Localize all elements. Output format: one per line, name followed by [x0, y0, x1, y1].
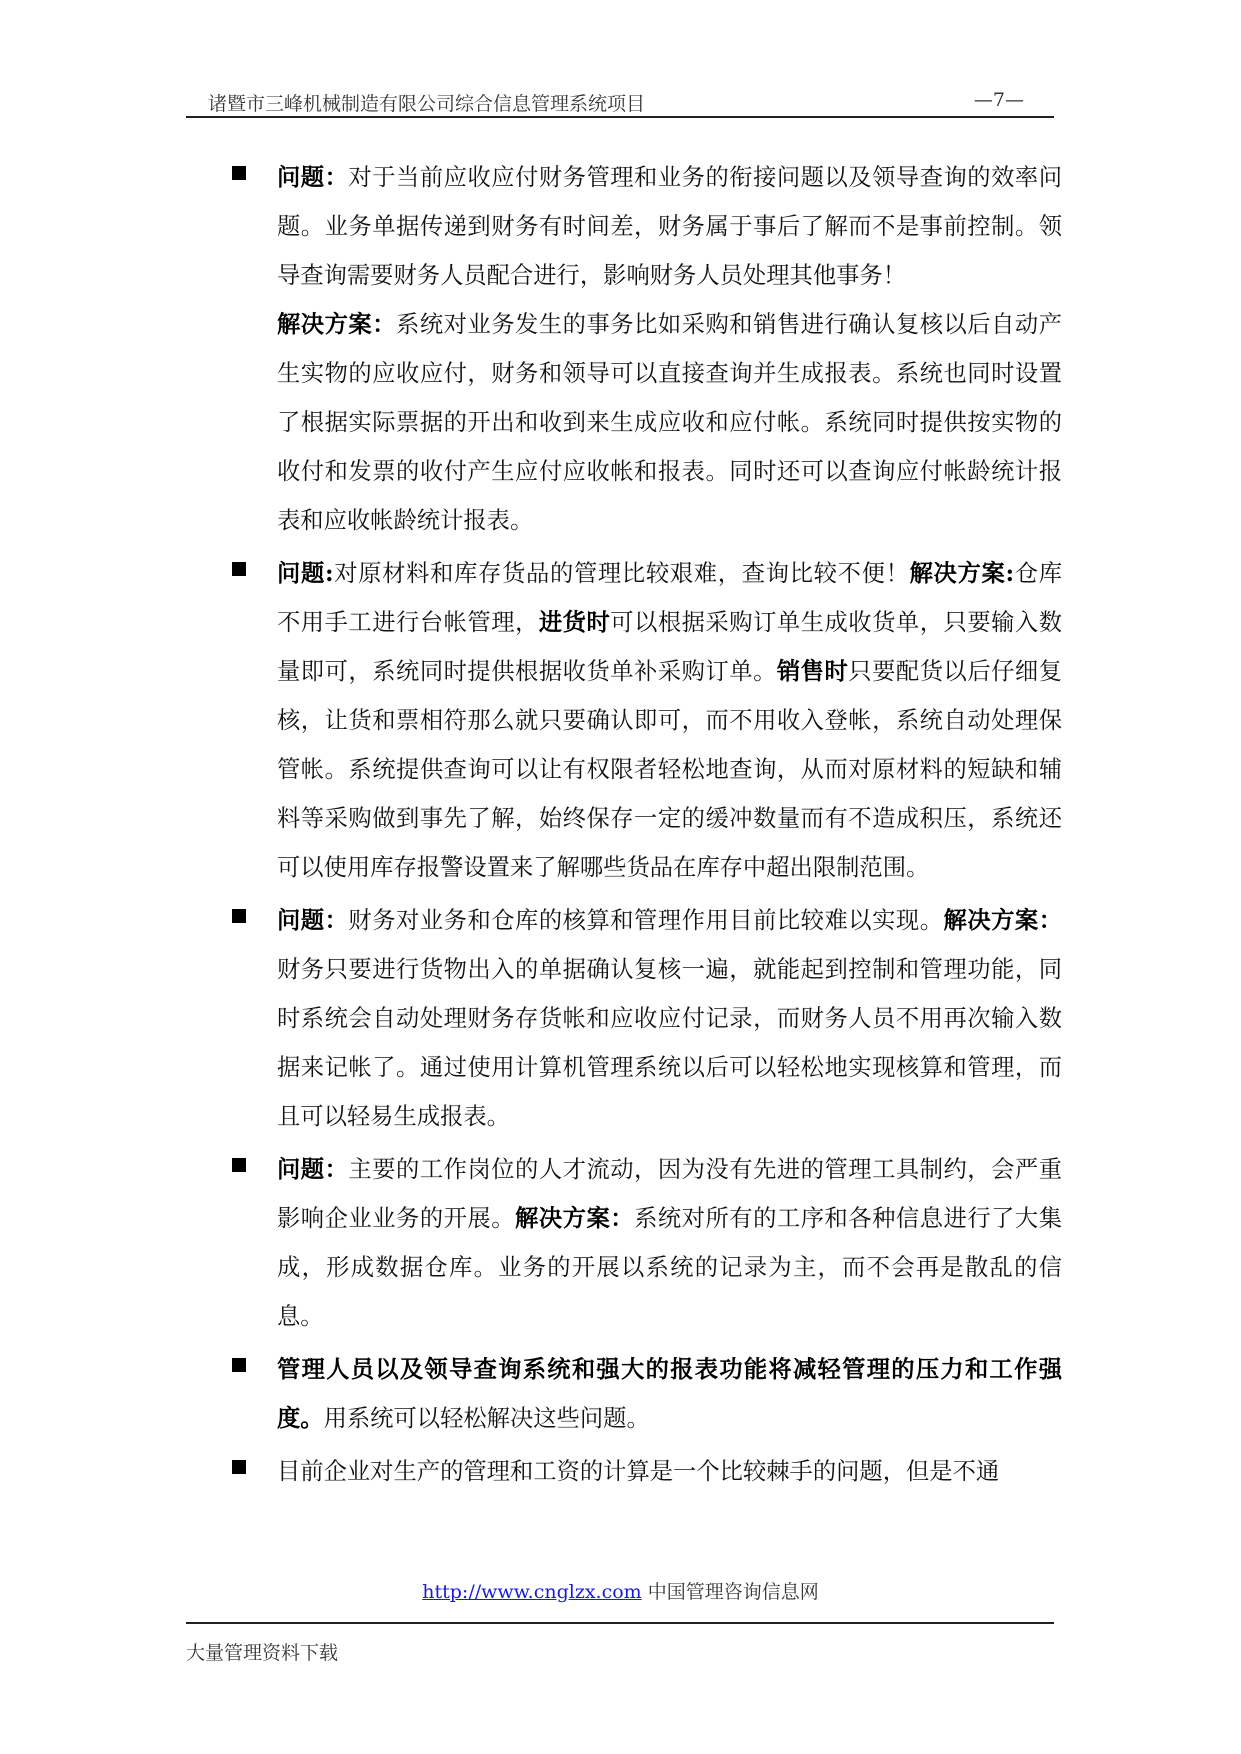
emphasis-text: 管理人员以及领导查询系统和强大的报表功能将减轻管理的压力和工作强度。	[277, 1356, 1062, 1432]
solution-label: 解决方案：	[515, 1205, 635, 1232]
item-text: 目前企业对生产的管理和工资的计算是一个比较棘手的问题，但是不通	[277, 1458, 1000, 1485]
solution-text: 只要配货以后仔细复核，让货和票相符那么就只要确认即可，而不用收入登帐，系统自动处理保管帐。系统提供查询可以让有权限者轻松地查询，从而对原材料的短缺和辅料等采购做到事先了解，始终保存一定的缓冲数量而有不造成积压，系统还可以使用库存报警设置来了解哪些货品在库存中超出限制范围。	[277, 658, 1063, 881]
solution-text: 可以根据采购订单生成收货单，只要输入数量即可，系统同时提供根据收货单补采购订单。	[277, 609, 1063, 685]
problem-label: 问题：	[277, 164, 349, 191]
solution-text: 系统对所有的工序和各种信息进行了大集成，形成数据仓库。业务的开展以系统的记录为主，而不会再是散乱的信息。	[277, 1205, 1063, 1330]
solution-text: 系统对业务发生的事务比如采购和销售进行确认复核以后自动产生实物的应收应付，财务和领导可以直接查询并生成报表。系统也同时设置了根据实际票据的开出和收到来生成应收和应付帐。系统同时提供按实物的收付和发票的收付产生应付应收帐和报表。同时还可以查询应付帐龄统计报表和应收帐龄统计报表。	[277, 311, 1063, 534]
emphasis-text: 进货时	[538, 609, 611, 636]
solution-label: 解决方案：	[277, 311, 397, 338]
problem-label: 问题：	[277, 1156, 349, 1183]
list-item	[232, 153, 1062, 545]
list-item	[232, 1345, 1062, 1443]
solution-text: 仓库不用手工进行台帐管理，	[277, 560, 1063, 636]
square-bullet-icon	[232, 562, 246, 576]
problem-text: 对于当前应收应付财务管理和业务的衔接问题以及领导查询的效率问题。业务单据传递到财务有时间差，财务属于事后了解而不是事前控制。领导查询需要财务人员配合进行，影响财务人员处理其他事务！	[277, 164, 1063, 289]
footer-note: 大量管理资料下载	[186, 1642, 339, 1664]
item-text: 用系统可以轻松解决这些问题。	[323, 1405, 650, 1432]
square-bullet-icon	[232, 166, 246, 180]
solution-text: 财务只要进行货物出入的单据确认复核一遍，就能起到控制和管理功能，同时系统会自动处理财务存货帐和应收应付记录，而财务人员不用再次输入数据来记帐了。通过使用计算机管理系统以后可以轻松地实现核算和管理，而且可以轻易生成报表。	[277, 956, 1062, 1130]
problem-text: 主要的工作岗位的人才流动，因为没有先进的管理工具制约，会严重影响企业业务的开展。	[277, 1156, 1063, 1232]
document-body	[232, 153, 1062, 1500]
square-bullet-icon	[232, 1460, 246, 1474]
footer-divider	[186, 1622, 1054, 1624]
problem-label: 问题:	[277, 560, 334, 587]
footer-source	[0, 1577, 1241, 1604]
square-bullet-icon	[232, 1358, 246, 1372]
solution-label: 解决方案：	[943, 907, 1063, 934]
list-item	[232, 1145, 1062, 1341]
list-item	[232, 1447, 1062, 1496]
page-number: —7—	[973, 89, 1024, 111]
emphasis-text: 销售时	[776, 658, 849, 685]
list-item	[232, 549, 1062, 892]
problem-text: 财务对业务和仓库的核算和管理作用目前比较难以实现。	[348, 907, 944, 934]
problem-text: 对原材料和库存货品的管理比较艰难，查询比较不便！	[333, 560, 910, 587]
list-item	[232, 896, 1062, 1141]
square-bullet-icon	[232, 1158, 246, 1172]
footer-url-link[interactable]: http://www.cnglzx.com	[422, 1581, 642, 1603]
header-title: 诸暨市三峰机械制造有限公司综合信息管理系统项目	[208, 93, 646, 115]
footer-site-name: 中国管理咨询信息网	[647, 1581, 819, 1603]
page-header	[186, 86, 1054, 118]
problem-label: 问题：	[277, 907, 349, 934]
square-bullet-icon	[232, 909, 246, 923]
solution-label: 解决方案:	[909, 560, 1015, 587]
